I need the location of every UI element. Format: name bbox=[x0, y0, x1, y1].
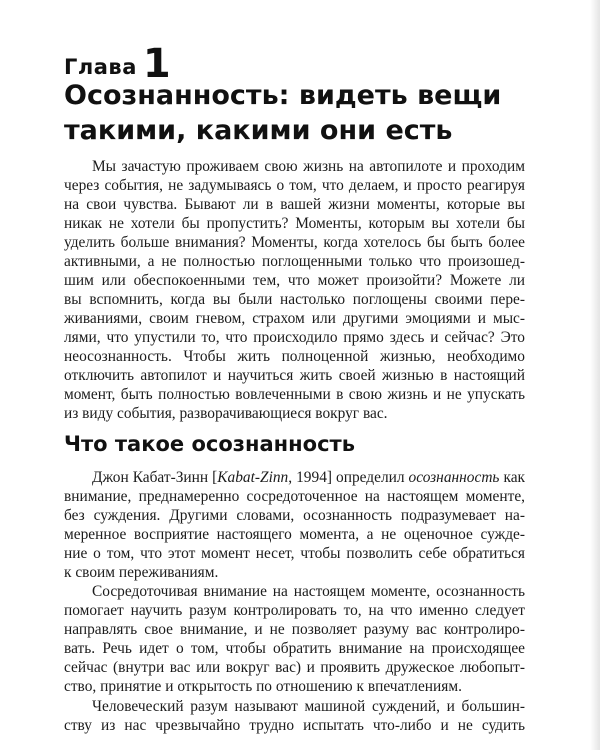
text-line: момент, быть полностью вовлеченными в свою жизнь и не упускать bbox=[64, 386, 525, 403]
text-line: помогает научить разум контролировать то, на что именно следует bbox=[64, 602, 525, 619]
emphasized-term: осознанность bbox=[408, 469, 500, 486]
chapter-number: 1 bbox=[142, 41, 171, 87]
text-line: неосознанность. Чтобы жить полноценной жизнью, необходимо bbox=[64, 348, 525, 365]
section-heading: Что такое осознанность bbox=[64, 432, 355, 456]
citation: Kabat-Zinn bbox=[217, 469, 289, 486]
text-line: лями, что упустили то, что происходило прямо здесь и сейчас? Это bbox=[64, 329, 525, 346]
text-line: вать. Речь идет о том, чтобы обратить внимание на происходящее bbox=[64, 640, 525, 657]
text-line: направлять свое внимание, и не позволяет разуму вас контролиро- bbox=[64, 621, 525, 638]
text-line: на свои чувства. Бывают ли в вашей жизни моменты, которые вы bbox=[64, 196, 525, 213]
text-line: Мы зачастую проживаем свою жизнь на автопилоте и проходим bbox=[92, 158, 525, 175]
section-paragraph-2 bbox=[64, 582, 525, 696]
section-paragraph-3 bbox=[64, 697, 525, 735]
intro-paragraph bbox=[64, 157, 525, 423]
text-line: к своим переживаниям. bbox=[64, 564, 219, 581]
page-spine-shadow bbox=[590, 0, 600, 750]
text-line: внимание, преднамеренно сосредоточенное на настоящем моменте, bbox=[64, 488, 525, 505]
text-line: ние о том, что этот момент несет, чтобы позволить себе обратиться bbox=[64, 545, 525, 562]
text-line: уделить больше внимания? Моменты, когда хотелось бы быть более bbox=[64, 234, 525, 251]
text-line: Джон Кабат-Зинн [Kabat-Zinn, 1994] определил осознанность как bbox=[92, 469, 525, 486]
text-line: сейчас (внутри вас или вокруг вас) и проявить дружеское любопыт- bbox=[64, 659, 525, 676]
text-line: меренное восприятие настоящего момента, а не оценочное сужде- bbox=[64, 526, 525, 543]
text-line: через события, не задумываясь о том, что делаем, и просто реагируя bbox=[64, 177, 525, 194]
text-line: живаниями, своим гневом, страхом или другими эмоциями и мыс- bbox=[64, 310, 525, 327]
text-line: никак не хотели бы пропустить? Моменты, которым вы хотели бы bbox=[64, 215, 525, 232]
text-line: вы вспомнить, когда вы были настолько поглощены своими пере- bbox=[64, 291, 525, 308]
chapter-title-line: Осознанность: видеть вещи bbox=[64, 80, 502, 111]
chapter-title-line: такими, какими они есть bbox=[64, 115, 453, 146]
text-line: из виду события, разворачивающиеся вокруг вас. bbox=[64, 405, 388, 422]
text-line: активными, а не полностью поглощенными только что произошед- bbox=[64, 253, 525, 270]
text-line: шим или обеспокоенными тем, что может произойти? Можете ли bbox=[64, 272, 525, 289]
chapter-title bbox=[64, 78, 544, 148]
text-line: ство, принятие и открытость по отношению к впечатлениям. bbox=[64, 678, 462, 695]
text-line: без суждения. Другими словами, осознанность подразумевает на- bbox=[64, 507, 525, 524]
section-paragraph-1 bbox=[64, 468, 525, 582]
text-line: Человеческий разум называют машиной суждений, и большин- bbox=[92, 698, 525, 715]
text-line: отключить автопилот и научиться жить своей жизнью в настоящий bbox=[64, 367, 525, 384]
text-line: Сосредоточивая внимание на настоящем моменте, осознанность bbox=[92, 583, 525, 600]
text-line: ству из нас чрезвычайно трудно испытать что-либо и не судить bbox=[64, 717, 525, 734]
chapter-word: Глава bbox=[64, 55, 137, 79]
